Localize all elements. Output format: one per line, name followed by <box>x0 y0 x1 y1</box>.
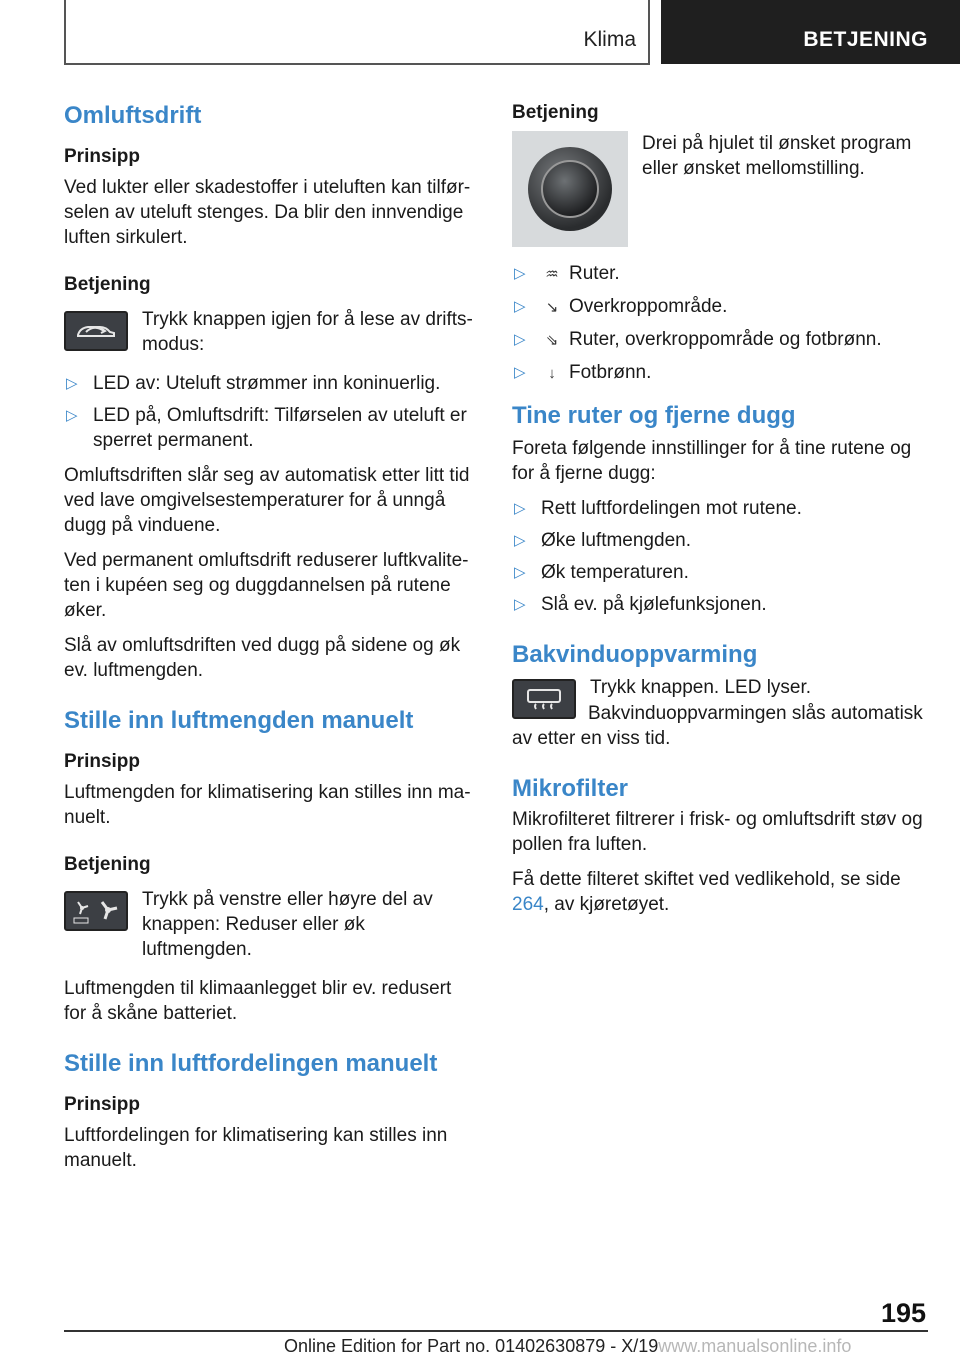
defog-steps-list <box>512 496 926 617</box>
subheading-betjening: Betjening <box>64 274 151 295</box>
bullet-triangle-icon: ▷ <box>514 331 526 348</box>
recirculation-instruction: Trykk knappen igjen for å lese av drifts-modus: <box>142 309 473 355</box>
luftmengde-note: Luftmengden til klimaanlegget blir ev. redusert for å skåne batteriet. <box>64 978 452 1024</box>
page-number: 195 <box>881 1298 927 1328</box>
led-status-list <box>64 371 478 453</box>
omluft-paragraph-3: Slå av omluftsdriften ved dugg på sidene og øk ev. luftmengden. <box>64 635 461 681</box>
subheading-prinsipp: Prinsipp <box>64 1094 141 1115</box>
list-item: ▷ ↓ Fotbrønn. <box>512 360 926 386</box>
omluft-paragraph-2: Ved permanent omluftsdrift reduserer luftkvalite-ten i kupéen seg og duggdannelsen på rutene øker. <box>64 550 469 621</box>
bullet-triangle-icon: ▷ <box>514 564 526 581</box>
page-reference-link[interactable]: 264 <box>512 894 544 915</box>
recirculation-button-row <box>64 307 478 357</box>
air-distribution-knob-image <box>512 131 628 247</box>
fan-button-row <box>64 887 478 962</box>
bullet-triangle-icon: ▷ <box>514 265 526 282</box>
header-rule-left <box>64 0 66 64</box>
footer-rule <box>64 1330 928 1332</box>
car-recirculation-icon <box>74 320 118 342</box>
watermark: www.manualsonline.info <box>658 1336 852 1356</box>
subheading-betjening: Betjening <box>64 854 151 875</box>
air-mode-list <box>512 261 926 386</box>
footer-edition: Online Edition for Part no. 01402630879 - X/19www.manualsonline.info <box>284 1336 852 1356</box>
heading-bakvinduoppvarming: Bakvinduoppvarming <box>512 641 758 668</box>
bullet-triangle-icon: ▷ <box>514 298 526 315</box>
list-item: ▷ Rett luftfordelingen mot rutene. <box>514 498 802 519</box>
header-rule-divider <box>648 0 650 64</box>
omluft-paragraph-1: Omluftsdriften slår seg av automatisk etter litt tid ved lave omgivelsestemperaturer for å unngå dugg på vinduene. <box>64 465 470 536</box>
list-item: ▷ LED av: Uteluft strømmer inn koninuerlig. <box>66 373 441 394</box>
subheading-prinsipp: Prinsipp <box>64 146 141 167</box>
air-distribution-knob-row <box>512 131 926 247</box>
list-item: ▷ ↘ Overkroppområde. <box>512 294 926 320</box>
bullet-triangle-icon: ▷ <box>514 500 526 517</box>
chapter-tab <box>661 0 960 64</box>
list-item: ▷ Øk temperaturen. <box>514 562 689 583</box>
bullet-triangle-icon: ▷ <box>514 364 526 381</box>
rear-defrost-line-1: Trykk knappen. LED lyser. <box>590 677 812 698</box>
list-item: ▷ ⇘ Ruter, overkroppområde og fotbrønn. <box>512 327 926 353</box>
knob-outer-ring <box>528 147 612 231</box>
left-column <box>64 100 478 1183</box>
chapter-title: BETJENING <box>803 28 928 51</box>
list-item: ▷ LED på, Omluftsdrift: Tilførselen av uteluft er sperret permanent. <box>66 405 467 451</box>
heading-mikrofilter: Mikrofilter <box>512 775 629 802</box>
rear-window-heating-icon <box>524 687 564 711</box>
knob-center <box>541 160 599 218</box>
subheading-prinsipp: Prinsipp <box>64 751 141 772</box>
fan-instruction: Trykk på venstre eller høyre del av knappen: Reduser eller øk luftmengden. <box>142 889 433 960</box>
list-item: ▷ ♒ Ruter. <box>512 261 926 287</box>
footwell-airflow-icon: ↓ <box>548 365 556 382</box>
list-item: ▷ Slå ev. på kjølefunksjonen. <box>514 594 767 615</box>
fan-button-icon <box>64 891 128 931</box>
mikrofilter-text-1: Mikrofilteret filtrerer i frisk- og omluftsdrift støv og pollen fra luften. <box>512 809 923 855</box>
all-zones-airflow-icon: ⇘ <box>545 332 559 349</box>
heading-omluftsdrift: Omluftsdrift <box>64 102 202 129</box>
bullet-triangle-icon: ▷ <box>66 407 78 424</box>
knob-instruction: Drei på hjulet til ønsket program eller ønsket mellomstilling. <box>642 133 912 179</box>
luftmengde-principle-text: Luftmengden for klimatisering kan stilles inn ma-nuelt. <box>64 782 471 828</box>
heading-luftmengde: Stille inn luftmengden manuelt <box>64 707 414 734</box>
heading-tine-ruter: Tine ruter og fjerne dugg <box>512 402 796 429</box>
list-item: ▷ Øke luftmengden. <box>514 530 691 551</box>
bullet-triangle-icon: ▷ <box>514 532 526 549</box>
heading-luftfordeling: Stille inn luftfordelingen manuelt <box>64 1050 438 1077</box>
header-rule-bottom <box>64 63 650 65</box>
rear-defrost-button-icon <box>512 679 576 719</box>
right-column <box>512 100 926 927</box>
rear-defrost-line-2: Bakvinduoppvarmingen slås automatisk av etter en viss tid. <box>512 703 923 749</box>
section-label: Klima <box>583 28 636 51</box>
windshield-icon: ♒ <box>545 266 559 283</box>
bullet-triangle-icon: ▷ <box>66 375 78 392</box>
upper-body-airflow-icon: ↘ <box>545 299 559 316</box>
bullet-triangle-icon: ▷ <box>514 596 526 613</box>
omluft-principle-text: Ved lukter eller skadestoffer i uteluften kan tilfør-selen av uteluft stenges. Da blir den innvendige luften sirkulert. <box>64 177 471 248</box>
subheading-betjening: Betjening <box>512 102 599 123</box>
recirculation-button-icon <box>64 311 128 351</box>
mikrofilter-text-2: Få dette filteret skiftet ved vedlikehold, se side 264, av kjøretøyet. <box>512 869 901 915</box>
tine-intro: Foreta følgende innstillinger for å tine rutene og for å fjerne dugg: <box>512 438 912 484</box>
luftfordeling-principle-text: Luftfordelingen for klimatisering kan stilles inn manuelt. <box>64 1125 448 1171</box>
fan-speed-icon <box>68 896 124 926</box>
